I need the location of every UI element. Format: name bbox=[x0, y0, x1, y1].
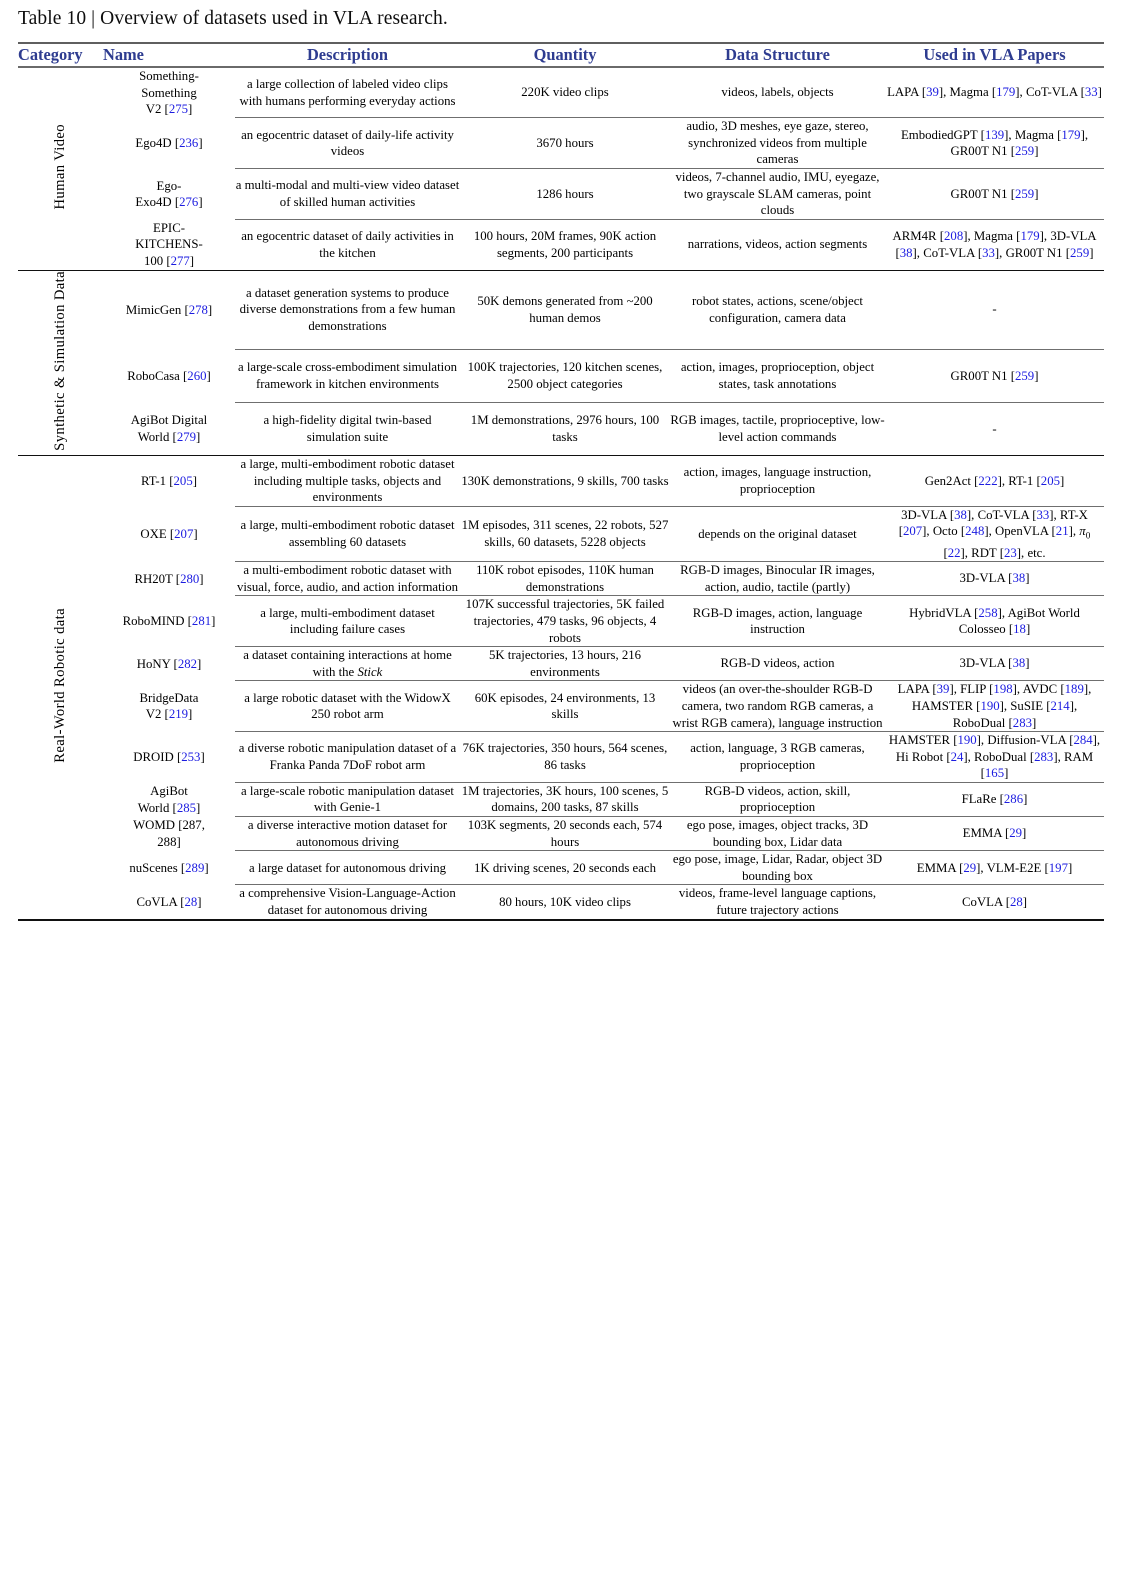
table-row bbox=[18, 783, 1104, 817]
table-row bbox=[18, 817, 1104, 851]
dataset-name-cell: RoboMIND [281] bbox=[122, 614, 216, 629]
dataset-data-structure-cell: action, language, 3 RGB cameras, proprioception bbox=[690, 741, 865, 772]
dataset-name-cell: RT-1 [205] bbox=[141, 473, 197, 488]
dataset-description-cell: an egocentric dataset of daily-life activity videos bbox=[241, 127, 454, 159]
dataset-description-cell: a diverse interactive motion dataset for autonomous driving bbox=[247, 818, 448, 849]
dataset-quantity-cell: 220K video clips bbox=[521, 85, 609, 100]
dataset-description-cell: a large-scale cross-embodiment simulation framework in kitchen environments bbox=[237, 360, 458, 391]
category-label: Synthetic & Simulation Data bbox=[52, 270, 69, 451]
dataset-used-in-cell: LAPA [39], Magma [179], CoT-VLA [33] bbox=[887, 85, 1102, 100]
column-header-quantity: Quantity bbox=[533, 45, 597, 64]
dataset-used-in-cell: GR00T N1 [259] bbox=[950, 186, 1039, 201]
column-header-name: Name bbox=[103, 45, 144, 64]
dataset-description-cell: a comprehensive Vision-Language-Action dataset for autonomous driving bbox=[239, 886, 456, 918]
table-header bbox=[18, 43, 1104, 68]
table-row bbox=[18, 220, 1104, 270]
dataset-used-in-cell: Gen2Act [222], RT-1 [205] bbox=[924, 473, 1065, 488]
dataset-used-in-cell: ARM4R [208], Magma [179], 3D-VLA [38], CoT-VLA [33], GR00T N1 [259] bbox=[892, 229, 1097, 260]
dataset-name-cell: WOMD [287, 288] bbox=[133, 818, 205, 849]
dataset-name-cell: Ego- Exo4D [276] bbox=[135, 178, 203, 210]
dataset-name-cell: AgiBot World [285] bbox=[137, 784, 201, 815]
table-row bbox=[18, 681, 1104, 731]
dataset-quantity-cell: 3670 hours bbox=[536, 135, 594, 150]
dataset-quantity-cell: 100 hours, 20M frames, 90K action segments, 200 participants bbox=[473, 229, 657, 260]
dataset-name-cell: MimicGen [278] bbox=[125, 302, 213, 317]
dataset-quantity-cell: 76K trajectories, 350 hours, 564 scenes, 86 tasks bbox=[462, 741, 668, 772]
dataset-description-cell: a large collection of labeled video clips with humans performing everyday actions bbox=[239, 77, 456, 108]
table-row bbox=[18, 350, 1104, 403]
datasets-table bbox=[18, 42, 1104, 921]
table-row bbox=[18, 885, 1104, 919]
dataset-data-structure-cell: RGB-D videos, action bbox=[720, 656, 835, 671]
table-row bbox=[18, 507, 1104, 562]
dataset-used-in-cell: EMMA [29], VLM-E2E [197] bbox=[916, 860, 1073, 875]
dataset-description-cell: a high-fidelity digital twin-based simulation suite bbox=[263, 413, 432, 444]
dataset-description-cell: a large, multi-embodiment robotic dataset including multiple tasks, objects and environments bbox=[240, 457, 455, 505]
dataset-description-cell: a multi-modal and multi-view video dataset of skilled human activities bbox=[235, 178, 460, 209]
dataset-quantity-cell: 103K segments, 20 seconds each, 574 hours bbox=[467, 818, 663, 849]
category-cell bbox=[18, 456, 103, 920]
column-header-description: Description bbox=[306, 45, 389, 64]
category-cell bbox=[18, 68, 103, 270]
table-row bbox=[18, 271, 1104, 350]
dataset-data-structure-cell: audio, 3D meshes, eye gaze, stereo, synchronized videos from multiple cameras bbox=[686, 119, 869, 167]
dataset-quantity-cell: 1M demonstrations, 2976 hours, 100 tasks bbox=[470, 413, 660, 444]
table-row bbox=[18, 596, 1104, 646]
dataset-quantity-cell: 60K episodes, 24 environments, 13 skills bbox=[474, 690, 656, 722]
header-row bbox=[18, 44, 1104, 67]
dataset-name-cell: DROID [253] bbox=[133, 749, 205, 764]
dataset-used-in-cell: CoVLA [28] bbox=[961, 894, 1028, 909]
dataset-used-in-cell: EMMA [29] bbox=[962, 826, 1027, 841]
table-row bbox=[18, 851, 1104, 885]
dataset-used-in-cell: 3D-VLA [38], CoT-VLA [33], RT-X [207], Octo [248], OpenVLA [21], $\pi_0$ [22], RDT [23], etc. bbox=[898, 507, 1091, 560]
dataset-data-structure-cell: RGB images, tactile, proprioceptive, low-level action commands bbox=[670, 413, 885, 444]
category-label: Real-World Robotic data bbox=[52, 607, 69, 763]
column-header-category: Category bbox=[18, 45, 83, 64]
dataset-data-structure-cell: RGB-D videos, action, skill, proprioception bbox=[704, 783, 851, 815]
dataset-quantity-cell: 1M episodes, 311 scenes, 22 robots, 527 skills, 60 datasets, 5228 objects bbox=[461, 518, 669, 549]
dataset-used-in-cell: HybridVLA [258], AgiBot World Colosseo [18] bbox=[909, 605, 1080, 637]
table-caption: Table 10 | Overview of datasets used in VLA research. bbox=[18, 8, 448, 29]
dataset-data-structure-cell: robot states, actions, scene/object configuration, camera data bbox=[692, 294, 863, 325]
dataset-description-cell: a large-scale robotic manipulation dataset with Genie-1 bbox=[241, 783, 454, 815]
dataset-name-cell: OXE [207] bbox=[140, 526, 198, 541]
dataset-data-structure-cell: ego pose, images, object tracks, 3D bounding box, Lidar data bbox=[686, 818, 869, 849]
dataset-used-in-cell: 3D-VLA [38] bbox=[959, 656, 1030, 671]
table-row bbox=[18, 68, 1104, 118]
dataset-description-cell: a large, multi-embodiment dataset including failure cases bbox=[260, 605, 435, 637]
column-header-used-in-vla-papers: Used in VLA Papers bbox=[923, 45, 1066, 64]
dataset-name-cell: CoVLA [28] bbox=[136, 894, 202, 909]
dataset-used-in-cell: FLaRe [286] bbox=[961, 792, 1028, 807]
table-row bbox=[18, 118, 1104, 168]
dataset-description-cell: a dataset containing interactions at home with the Stick bbox=[243, 648, 452, 679]
dataset-description-cell: a large robotic dataset with the WidowX 250 robot arm bbox=[244, 690, 451, 722]
dataset-data-structure-cell: videos (an over-the-shoulder RGB-D camera, two random RGB cameras, a wrist RGB camera), language instruction bbox=[672, 682, 883, 730]
dataset-name-cell: RoboCasa [260] bbox=[127, 368, 211, 383]
dataset-data-structure-cell: videos, frame-level language captions, future trajectory actions bbox=[678, 886, 877, 918]
dataset-used-in-cell: - bbox=[992, 421, 997, 436]
dataset-quantity-cell: 50K demons generated from ~200 human demos bbox=[477, 294, 653, 325]
dataset-description-cell: a large dataset for autonomous driving bbox=[249, 860, 446, 875]
dataset-used-in-cell: - bbox=[992, 302, 997, 317]
dataset-name-cell: Something- Something V2 [275] bbox=[139, 69, 199, 117]
dataset-data-structure-cell: action, images, language instruction, proprioception bbox=[683, 465, 872, 496]
dataset-used-in-cell: LAPA [39], FLIP [198], AVDC [189], HAMSTER [190], SuSIE [214], RoboDual [283] bbox=[897, 682, 1092, 730]
dataset-quantity-cell: 130K demonstrations, 9 skills, 700 tasks bbox=[461, 473, 669, 488]
dataset-quantity-cell: 110K robot episodes, 110K human demonstrations bbox=[476, 563, 654, 594]
dataset-quantity-cell: 1M trajectories, 3K hours, 100 scenes, 5 domains, 200 tasks, 87 skills bbox=[461, 783, 669, 815]
column-header-data-structure: Data Structure bbox=[725, 45, 830, 64]
dataset-used-in-cell: GR00T N1 [259] bbox=[950, 368, 1039, 383]
table-row bbox=[18, 456, 1104, 506]
dataset-name-cell: AgiBot Digital World [279] bbox=[130, 413, 208, 444]
table-row bbox=[18, 647, 1104, 681]
dataset-quantity-cell: 80 hours, 10K video clips bbox=[499, 894, 631, 909]
table-row bbox=[18, 403, 1104, 456]
dataset-data-structure-cell: videos, 7-channel audio, IMU, eyegaze, two grayscale SLAM cameras, point clouds bbox=[675, 170, 880, 218]
table-body bbox=[18, 68, 1104, 921]
dataset-description-cell: a dataset generation systems to produce diverse demonstrations from a few human demonstrations bbox=[239, 285, 456, 333]
dataset-used-in-cell: 3D-VLA [38] bbox=[959, 571, 1030, 586]
dataset-used-in-cell: HAMSTER [190], Diffusion-VLA [284], Hi Robot [24], RoboDual [283], RAM [165] bbox=[888, 733, 1101, 781]
table-row bbox=[18, 562, 1104, 596]
dataset-name-cell: EPIC- KITCHENS- 100 [277] bbox=[135, 220, 203, 269]
dataset-name-cell: HoNY [282] bbox=[136, 656, 202, 671]
dataset-name-cell: RH20T [280] bbox=[134, 571, 204, 586]
dataset-quantity-cell: 1286 hours bbox=[536, 186, 594, 201]
dataset-description-cell: a multi-embodiment robotic dataset with visual, force, audio, and action information bbox=[236, 563, 459, 594]
dataset-quantity-cell: 107K successful trajectories, 5K failed trajectories, 479 tasks, 96 objects, 4 robots bbox=[465, 597, 665, 645]
dataset-description-cell: an egocentric dataset of daily activities in the kitchen bbox=[241, 229, 454, 260]
table-row bbox=[18, 732, 1104, 782]
dataset-quantity-cell: 5K trajectories, 13 hours, 216 environments bbox=[488, 648, 642, 679]
dataset-data-structure-cell: action, images, proprioception, object states, task annotations bbox=[680, 360, 875, 391]
category-cell bbox=[18, 271, 103, 456]
table-row bbox=[18, 169, 1104, 219]
category-label: Human Video bbox=[52, 123, 69, 210]
rule-bottom bbox=[18, 920, 1104, 921]
dataset-quantity-cell: 1K driving scenes, 20 seconds each bbox=[474, 860, 656, 875]
dataset-name-cell: BridgeData V2 [219] bbox=[139, 690, 199, 722]
dataset-description-cell: a large, multi-embodiment robotic dataset assembling 60 datasets bbox=[240, 518, 455, 549]
dataset-data-structure-cell: RGB-D images, Binocular IR images, action, audio, tactile (partly) bbox=[680, 563, 875, 594]
dataset-data-structure-cell: RGB-D images, action, language instruction bbox=[692, 605, 863, 637]
dataset-data-structure-cell: narrations, videos, action segments bbox=[687, 237, 868, 252]
dataset-quantity-cell: 100K trajectories, 120 kitchen scenes, 2500 object categories bbox=[467, 360, 663, 391]
dataset-data-structure-cell: ego pose, image, Lidar, Radar, object 3D bounding box bbox=[672, 852, 883, 883]
dataset-data-structure-cell: depends on the original dataset bbox=[698, 526, 857, 541]
dataset-data-structure-cell: videos, labels, objects bbox=[721, 85, 834, 100]
dataset-name-cell: Ego4D [236] bbox=[135, 136, 203, 151]
dataset-description-cell: a diverse robotic manipulation dataset of a Franka Panda 7DoF robot arm bbox=[238, 741, 457, 772]
dataset-name-cell: nuScenes [289] bbox=[129, 860, 209, 875]
dataset-used-in-cell: EmbodiedGPT [139], Magma [179], GR00T N1 [259] bbox=[900, 127, 1089, 159]
